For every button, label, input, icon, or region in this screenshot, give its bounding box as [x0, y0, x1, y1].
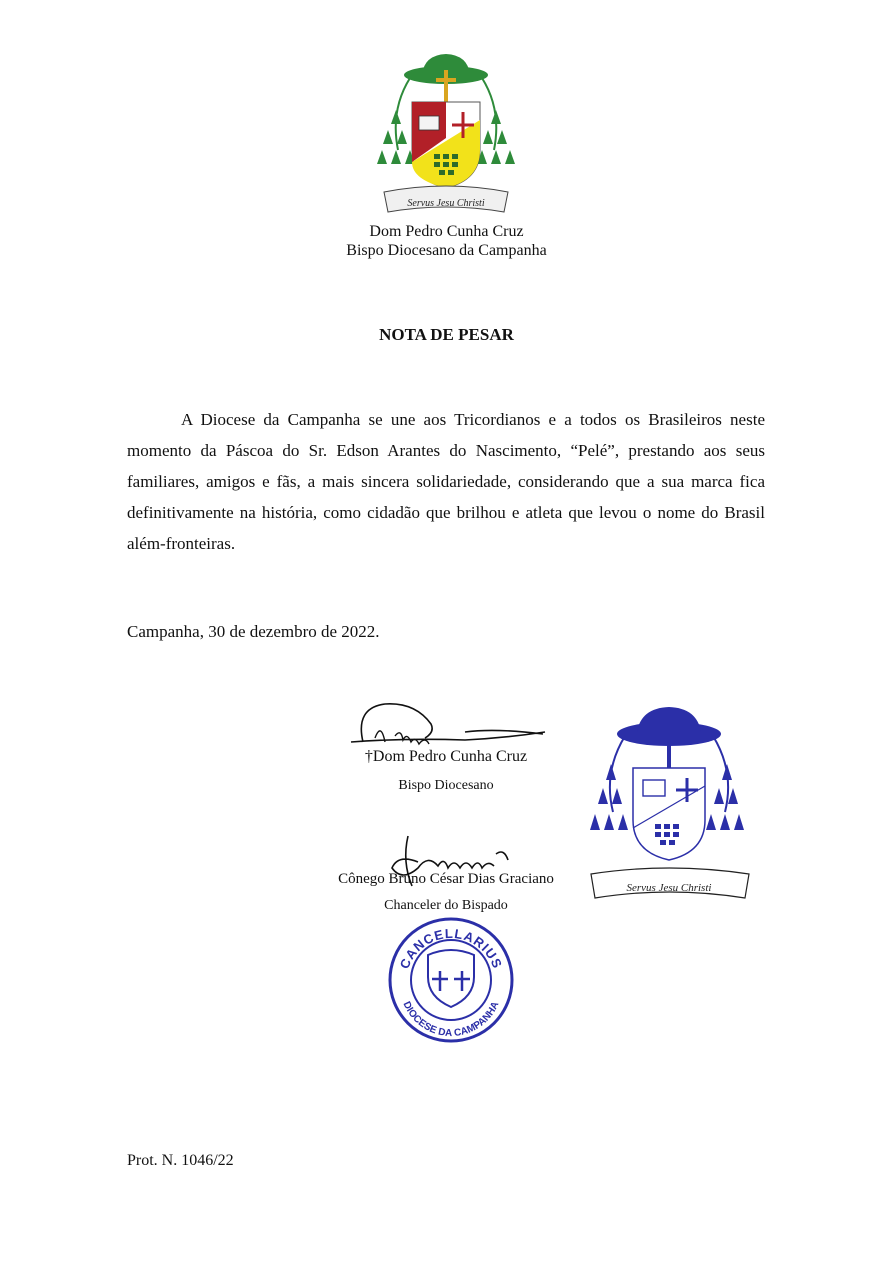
coat-of-arms-logo [370, 50, 522, 220]
seal-bottom-text: DIOCESE DA CAMPANHA [400, 1000, 502, 1040]
signer-role: Bispo Diocesano [398, 778, 494, 793]
header-bishop-name: Dom Pedro Cunha Cruz [369, 223, 524, 240]
stamp-motto-text: Servus Jesu Christi [626, 882, 712, 894]
chancery-seal [386, 915, 516, 1045]
seal-top-text: CANCELLARIUS [396, 925, 506, 972]
signer-role: Chanceler do Bispado [384, 898, 508, 913]
document-title: NOTA DE PESAR [379, 325, 514, 344]
header-bishop-title: Bispo Diocesano da Campanha [346, 242, 547, 259]
date-line: Campanha, 30 de dezembro de 2022. [127, 622, 380, 641]
bishop-signature [345, 698, 555, 754]
protocol-number: Prot. N. 1046/22 [127, 1152, 234, 1169]
document-body: A Diocese da Campanha se une aos Tricordianos e a todos os Brasileiros neste momento da Páscoa do Sr. Edson Arantes do Nascimento, “Pelé”, prestando aos seus familiares, amigos e fãs, a mais sincera solidariedade, considerando que a sua marca fica definitivamente na história, como cidadão que brilhou e atleta que levou o nome do Brasil além-fronteiras. [127, 410, 765, 553]
signer-name: †Dom Pedro Cunha Cruz [364, 748, 528, 765]
stamp-coat-of-arms [583, 702, 755, 907]
signer-name: Cônego Bruno César Dias Graciano [338, 871, 554, 887]
crest-motto-text: Servus Jesu Christi [407, 198, 485, 209]
